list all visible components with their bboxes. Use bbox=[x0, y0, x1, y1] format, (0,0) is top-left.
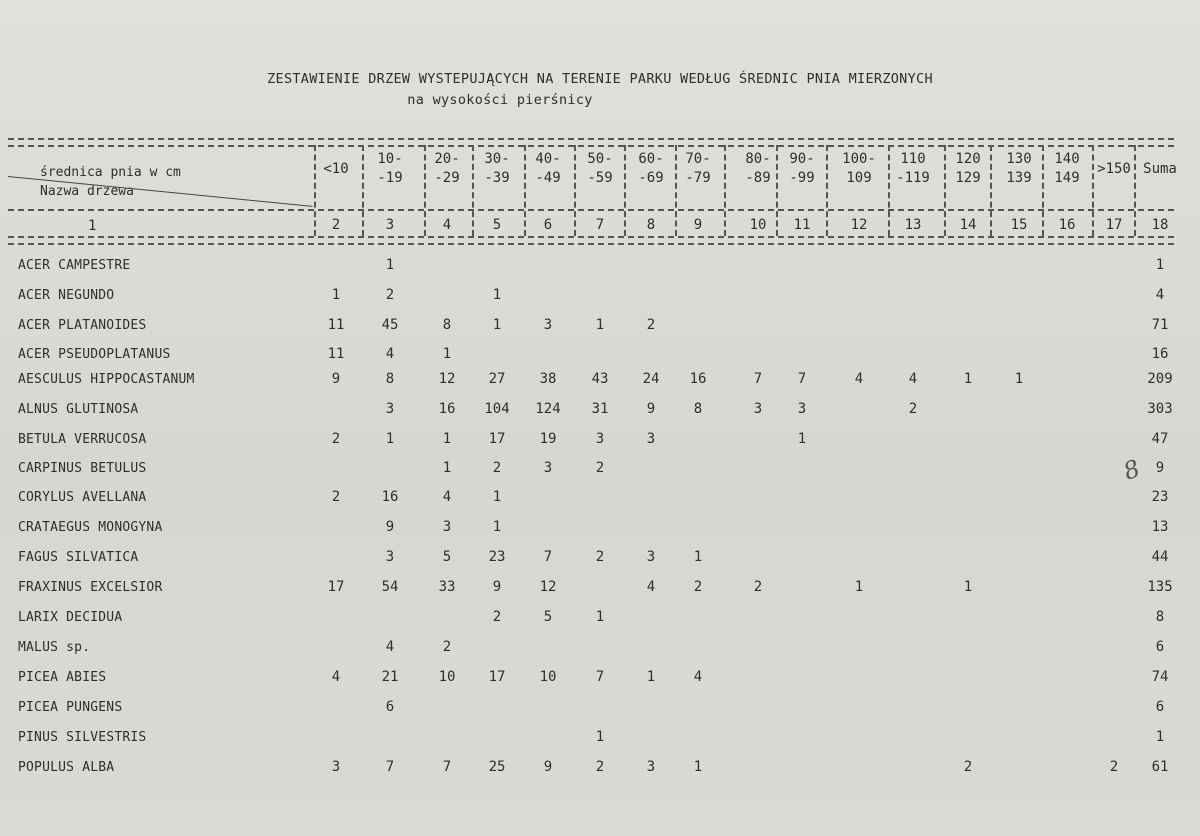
row-total: 71 bbox=[1151, 317, 1169, 333]
count-cell: 21 bbox=[381, 669, 399, 685]
species-name: ACER CAMPESTRE bbox=[18, 258, 131, 273]
count-cell: 5 bbox=[543, 609, 553, 625]
row-total: 1 bbox=[1155, 257, 1165, 273]
count-cell: 7 bbox=[753, 371, 763, 387]
count-cell: 11 bbox=[327, 346, 345, 362]
species-name: CORYLUS AVELLANA bbox=[18, 490, 147, 505]
document-subtitle: na wysokości pierśnicy bbox=[407, 92, 593, 108]
count-cell: 24 bbox=[642, 371, 660, 387]
count-cell: 3 bbox=[385, 549, 395, 565]
count-cell: 10 bbox=[539, 669, 557, 685]
count-cell: 10 bbox=[438, 669, 456, 685]
column-divider bbox=[888, 145, 890, 236]
count-cell: 3 bbox=[385, 401, 395, 417]
count-cell: 8 bbox=[442, 317, 452, 333]
count-cell: 1 bbox=[442, 346, 452, 362]
column-header: 90- -99 bbox=[789, 151, 815, 186]
count-cell: 2 bbox=[492, 609, 502, 625]
count-cell: 3 bbox=[331, 759, 341, 775]
column-header: >150 bbox=[1097, 161, 1131, 177]
count-cell: 12 bbox=[438, 371, 456, 387]
margin-handwritten-note: 8 bbox=[1119, 454, 1144, 486]
column-header: 20- -29 bbox=[434, 151, 460, 186]
column-number: 5 bbox=[492, 217, 502, 233]
column-header: 120 129 bbox=[955, 151, 981, 186]
column-number: 17 bbox=[1105, 217, 1123, 233]
count-cell: 1 bbox=[693, 759, 703, 775]
column-header: 30- -39 bbox=[484, 151, 510, 186]
count-cell: 8 bbox=[385, 371, 395, 387]
header-top-rule bbox=[8, 138, 1174, 147]
count-cell: 3 bbox=[646, 759, 656, 775]
count-cell: 17 bbox=[488, 431, 506, 447]
count-cell: 4 bbox=[646, 579, 656, 595]
count-cell: 2 bbox=[385, 287, 395, 303]
count-cell: 3 bbox=[797, 401, 807, 417]
count-cell: 7 bbox=[543, 549, 553, 565]
count-cell: 2 bbox=[492, 460, 502, 476]
row-total: 9 bbox=[1155, 460, 1165, 476]
column-number: 18 bbox=[1151, 217, 1169, 233]
corner-header-tree-name: Nazwa drzewa bbox=[40, 184, 134, 199]
column-divider bbox=[1042, 145, 1044, 236]
count-cell: 3 bbox=[442, 519, 452, 535]
count-cell: 2 bbox=[331, 431, 341, 447]
count-cell: 7 bbox=[385, 759, 395, 775]
count-cell: 23 bbox=[488, 549, 506, 565]
row-total: 1 bbox=[1155, 729, 1165, 745]
count-cell: 7 bbox=[595, 669, 605, 685]
count-cell: 4 bbox=[693, 669, 703, 685]
column-header: Suma bbox=[1143, 161, 1177, 177]
count-cell: 1 bbox=[963, 371, 973, 387]
count-cell: 1 bbox=[331, 287, 341, 303]
count-cell: 7 bbox=[797, 371, 807, 387]
count-cell: 11 bbox=[327, 317, 345, 333]
corner-column-number: 1 bbox=[88, 218, 97, 234]
column-divider bbox=[362, 145, 364, 236]
column-divider bbox=[472, 145, 474, 236]
row-total: 47 bbox=[1151, 431, 1169, 447]
column-header: <10 bbox=[323, 161, 349, 177]
species-name: MALUS sp. bbox=[18, 640, 91, 655]
count-cell: 1 bbox=[492, 489, 502, 505]
count-cell: 2 bbox=[693, 579, 703, 595]
count-cell: 4 bbox=[385, 639, 395, 655]
count-cell: 43 bbox=[591, 371, 609, 387]
column-divider bbox=[574, 145, 576, 236]
count-cell: 8 bbox=[693, 401, 703, 417]
count-cell: 6 bbox=[385, 699, 395, 715]
count-cell: 27 bbox=[488, 371, 506, 387]
row-total: 44 bbox=[1151, 549, 1169, 565]
count-cell: 1 bbox=[492, 287, 502, 303]
column-number: 3 bbox=[385, 217, 395, 233]
column-number: 14 bbox=[959, 217, 977, 233]
count-cell: 1 bbox=[646, 669, 656, 685]
column-number: 15 bbox=[1010, 217, 1028, 233]
count-cell: 1 bbox=[385, 431, 395, 447]
row-total: 23 bbox=[1151, 489, 1169, 505]
count-cell: 2 bbox=[595, 759, 605, 775]
column-number: 2 bbox=[331, 217, 341, 233]
species-name: AESCULUS HIPPOCASTANUM bbox=[18, 372, 195, 387]
count-cell: 33 bbox=[438, 579, 456, 595]
document-title: ZESTAWIENIE DRZEW WYSTEPUJĄCYCH NA TERENIE PARKU WEDŁUG ŚREDNIC PNIA MIERZONYCH bbox=[267, 71, 933, 87]
count-cell: 17 bbox=[327, 579, 345, 595]
column-divider bbox=[724, 145, 726, 236]
count-cell: 2 bbox=[595, 460, 605, 476]
count-cell: 54 bbox=[381, 579, 399, 595]
row-total: 209 bbox=[1147, 371, 1173, 387]
species-name: CARPINUS BETULUS bbox=[18, 461, 147, 476]
count-cell: 1 bbox=[693, 549, 703, 565]
count-cell: 38 bbox=[539, 371, 557, 387]
count-cell: 45 bbox=[381, 317, 399, 333]
count-cell: 9 bbox=[331, 371, 341, 387]
header-mid-rule bbox=[8, 209, 1174, 211]
count-cell: 3 bbox=[595, 431, 605, 447]
column-header: 110 -119 bbox=[896, 151, 930, 186]
row-total: 13 bbox=[1151, 519, 1169, 535]
count-cell: 2 bbox=[646, 317, 656, 333]
column-number: 16 bbox=[1058, 217, 1076, 233]
row-total: 8 bbox=[1155, 609, 1165, 625]
count-cell: 4 bbox=[331, 669, 341, 685]
species-name: ACER NEGUNDO bbox=[18, 288, 115, 303]
species-name: FAGUS SILVATICA bbox=[18, 550, 139, 565]
count-cell: 1 bbox=[595, 317, 605, 333]
count-cell: 9 bbox=[646, 401, 656, 417]
species-name: ACER PSEUDOPLATANUS bbox=[18, 347, 171, 362]
column-number: 12 bbox=[850, 217, 868, 233]
count-cell: 1 bbox=[595, 609, 605, 625]
count-cell: 1 bbox=[442, 431, 452, 447]
count-cell: 16 bbox=[689, 371, 707, 387]
count-cell: 1 bbox=[492, 519, 502, 535]
count-cell: 1 bbox=[854, 579, 864, 595]
column-number: 7 bbox=[595, 217, 605, 233]
species-name: PINUS SILVESTRIS bbox=[18, 730, 147, 745]
column-number: 9 bbox=[693, 217, 703, 233]
count-cell: 124 bbox=[535, 401, 561, 417]
species-name: ALNUS GLUTINOSA bbox=[18, 402, 139, 417]
column-number: 6 bbox=[543, 217, 553, 233]
species-name: ACER PLATANOIDES bbox=[18, 318, 147, 333]
species-name: LARIX DECIDUA bbox=[18, 610, 123, 625]
count-cell: 2 bbox=[963, 759, 973, 775]
count-cell: 5 bbox=[442, 549, 452, 565]
column-header: 70- -79 bbox=[685, 151, 711, 186]
count-cell: 17 bbox=[488, 669, 506, 685]
column-header: 130 139 bbox=[1006, 151, 1032, 186]
column-number: 11 bbox=[793, 217, 811, 233]
row-total: 6 bbox=[1155, 639, 1165, 655]
count-cell: 19 bbox=[539, 431, 557, 447]
count-cell: 16 bbox=[438, 401, 456, 417]
count-cell: 3 bbox=[646, 549, 656, 565]
species-name: PICEA ABIES bbox=[18, 670, 107, 685]
count-cell: 104 bbox=[484, 401, 510, 417]
count-cell: 1 bbox=[442, 460, 452, 476]
column-header: 10- -19 bbox=[377, 151, 403, 186]
column-divider bbox=[624, 145, 626, 236]
count-cell: 4 bbox=[442, 489, 452, 505]
count-cell: 16 bbox=[381, 489, 399, 505]
column-divider bbox=[990, 145, 992, 236]
count-cell: 12 bbox=[539, 579, 557, 595]
species-name: BETULA VERRUCOSA bbox=[18, 432, 147, 447]
column-number: 10 bbox=[749, 217, 767, 233]
column-divider bbox=[1134, 145, 1136, 236]
count-cell: 9 bbox=[492, 579, 502, 595]
column-header: 50- -59 bbox=[587, 151, 613, 186]
row-total: 16 bbox=[1151, 346, 1169, 362]
column-number: 4 bbox=[442, 217, 452, 233]
count-cell: 1 bbox=[1014, 371, 1024, 387]
count-cell: 2 bbox=[753, 579, 763, 595]
column-header: 40- -49 bbox=[535, 151, 561, 186]
count-cell: 1 bbox=[797, 431, 807, 447]
count-cell: 3 bbox=[543, 460, 553, 476]
column-header: 100- 109 bbox=[842, 151, 876, 186]
row-total: 303 bbox=[1147, 401, 1173, 417]
species-name: PICEA PUNGENS bbox=[18, 700, 123, 715]
count-cell: 1 bbox=[492, 317, 502, 333]
column-header: 60- -69 bbox=[638, 151, 664, 186]
count-cell: 2 bbox=[442, 639, 452, 655]
count-cell: 9 bbox=[543, 759, 553, 775]
species-name: CRATAEGUS MONOGYNA bbox=[18, 520, 163, 535]
corner-header-diameter: średnica pnia w cm bbox=[40, 165, 181, 180]
column-header: 140 149 bbox=[1054, 151, 1080, 186]
column-number: 8 bbox=[646, 217, 656, 233]
count-cell: 3 bbox=[543, 317, 553, 333]
count-cell: 25 bbox=[488, 759, 506, 775]
row-total: 61 bbox=[1151, 759, 1169, 775]
row-total: 4 bbox=[1155, 287, 1165, 303]
species-name: FRAXINUS EXCELSIOR bbox=[18, 580, 163, 595]
count-cell: 2 bbox=[331, 489, 341, 505]
count-cell: 2 bbox=[1109, 759, 1119, 775]
count-cell: 3 bbox=[753, 401, 763, 417]
count-cell: 1 bbox=[963, 579, 973, 595]
count-cell: 2 bbox=[595, 549, 605, 565]
count-cell: 4 bbox=[385, 346, 395, 362]
count-cell: 1 bbox=[595, 729, 605, 745]
count-cell: 2 bbox=[908, 401, 918, 417]
row-total: 135 bbox=[1147, 579, 1173, 595]
count-cell: 4 bbox=[854, 371, 864, 387]
column-header: 80- -89 bbox=[745, 151, 771, 186]
column-number: 13 bbox=[904, 217, 922, 233]
row-total: 6 bbox=[1155, 699, 1165, 715]
count-cell: 4 bbox=[908, 371, 918, 387]
count-cell: 9 bbox=[385, 519, 395, 535]
row-total: 74 bbox=[1151, 669, 1169, 685]
column-divider bbox=[826, 145, 828, 236]
count-cell: 3 bbox=[646, 431, 656, 447]
count-cell: 31 bbox=[591, 401, 609, 417]
count-cell: 7 bbox=[442, 759, 452, 775]
header-bottom-rule bbox=[8, 236, 1174, 245]
species-name: POPULUS ALBA bbox=[18, 760, 115, 775]
count-cell: 1 bbox=[385, 257, 395, 273]
